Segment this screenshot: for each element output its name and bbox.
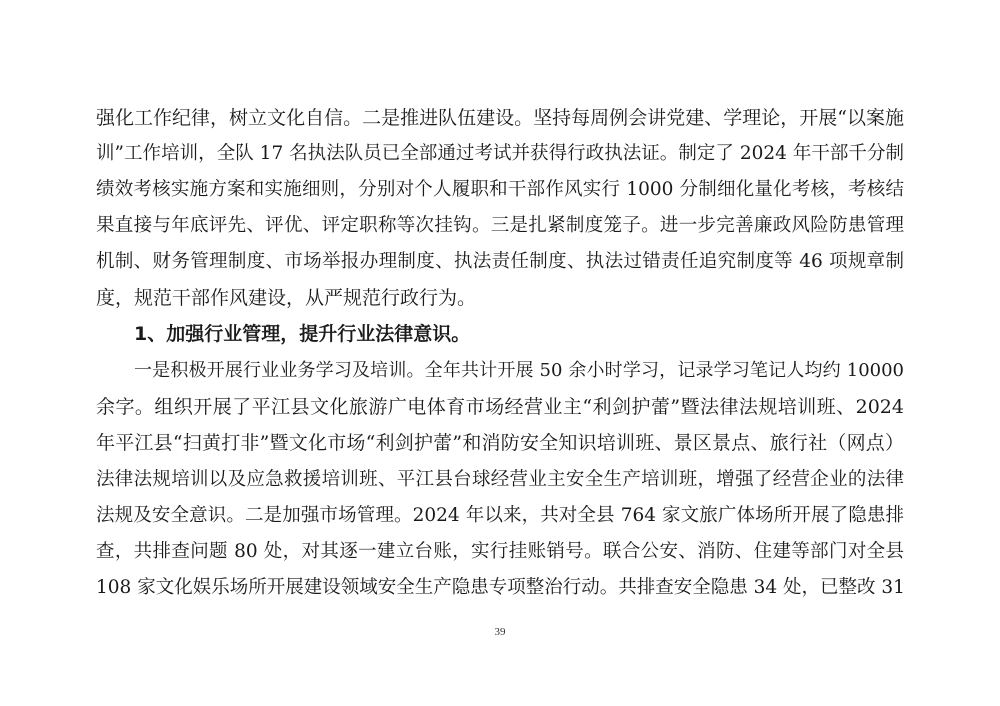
paragraph-line: 法规及安全意识。二是加强市场管理。2024 年以来，共对全县 764 家文旅广体场所开展了隐患排 — [96, 505, 904, 526]
paragraph-line: 年平江县“扫黄打非”暨文化市场“利剑护蕾”和消防安全知识培训班、景区景点、旅行社（网点） — [96, 432, 904, 454]
paragraph-line: 法律法规培训以及应急救援培训班、平江县台球经营业主安全生产培训班，增强了经营企业的法律 — [96, 469, 904, 490]
paragraph-line: 绩效考核实施方案和实施细则，分别对个人履职和干部作风实行 1000 分制细化量化考核，考核结 — [96, 179, 904, 200]
paragraph-line: 查，共排查问题 80 处，对其逐一建立台账，实行挂账销号。联合公安、消防、住建等部门对全县 — [96, 541, 904, 562]
paragraph-line: 果直接与年底评先、评优、评定职称等次挂钩。三是扎紧制度笼子。进一步完善廉政风险防患管理 — [96, 215, 904, 236]
paragraph-line: 一是积极开展行业业务学习及培训。全年共计开展 50 余小时学习，记录学习笔记人均约 10000 — [134, 360, 904, 381]
paragraph-line: 余字。组织开展了平江县文化旅游广电体育市场经营业主“利剑护蕾”暨法律法规培训班、2024 — [96, 396, 904, 418]
paragraph-line: 训”工作培训，全队 17 名执法队员已全部通过考试并获得行政执法证。制定了 2024 年干部千分制 — [96, 143, 904, 164]
paragraph-line: 度，规范干部作风建设，从严规范行政行为。 — [96, 287, 477, 309]
section-heading: 1、加强行业管理，提升行业法律意识。 — [134, 323, 471, 345]
paragraph-line: 机制、财务管理制度、市场举报办理制度、执法责任制度、执法过错责任追究制度等 46 项规章制 — [96, 251, 904, 272]
paragraph-line: 强化工作纪律，树立文化自信。二是推进队伍建设。坚持每周例会讲党建、学理论，开展“以案施 — [96, 107, 904, 129]
paragraph-line: 108 家文化娱乐场所开展建设领域安全生产隐患专项整治行动。共排查安全隐患 34 处，已整改 31 — [96, 577, 905, 598]
page-number: 39 — [494, 626, 506, 638]
